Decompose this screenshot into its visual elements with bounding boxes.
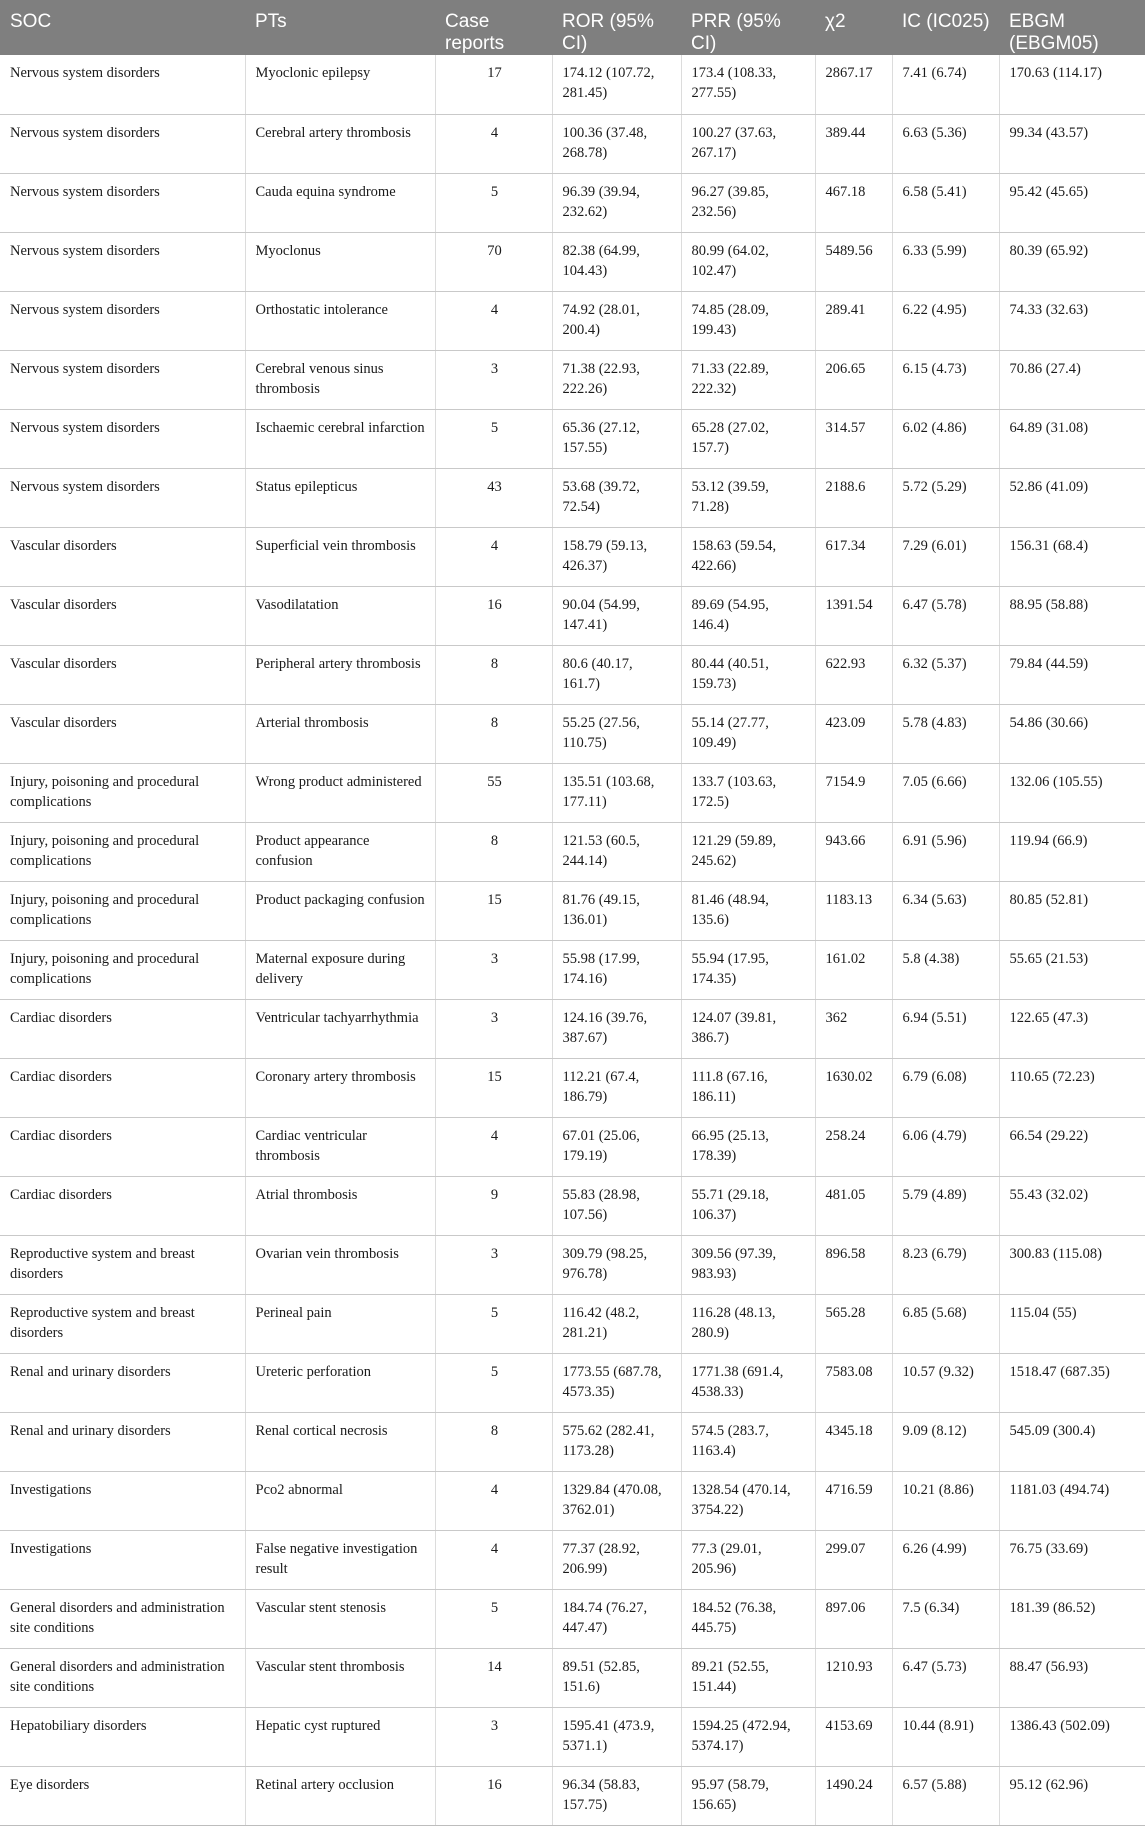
cell-ebgm: 115.04 (55) <box>999 1294 1145 1353</box>
cell-ror: 96.34 (58.83, 157.75) <box>552 1766 681 1825</box>
cell-ic: 5.79 (4.89) <box>892 1176 999 1235</box>
cell-prr: 55.94 (17.95, 174.35) <box>681 940 815 999</box>
cell-pt: Orthostatic intolerance <box>245 291 435 350</box>
cell-pt: Myoclonic epilepsy <box>245 55 435 114</box>
cell-pt: Atrial thrombosis <box>245 1176 435 1235</box>
cell-ebgm: 66.54 (29.22) <box>999 1117 1145 1176</box>
cell-soc: Cardiac disorders <box>0 1117 245 1176</box>
cell-soc: Reproductive system and breast disorders <box>0 1235 245 1294</box>
cell-prr: 124.07 (39.81, 386.7) <box>681 999 815 1058</box>
cell-pt: Vasodilatation <box>245 586 435 645</box>
cell-ic: 6.57 (5.88) <box>892 1766 999 1825</box>
cell-pt: Ventricular tachyarrhythmia <box>245 999 435 1058</box>
cell-ebgm: 1518.47 (687.35) <box>999 1353 1145 1412</box>
cell-prr: 95.97 (58.79, 156.65) <box>681 1766 815 1825</box>
cell-case-reports: 17 <box>435 55 552 114</box>
table-row <box>0 704 1145 763</box>
cell-ebgm: 80.85 (52.81) <box>999 881 1145 940</box>
cell-ic: 6.85 (5.68) <box>892 1294 999 1353</box>
cell-case-reports: 3 <box>435 1235 552 1294</box>
cell-chi2: 5489.56 <box>815 232 892 291</box>
table-row <box>0 1530 1145 1589</box>
cell-chi2: 1630.02 <box>815 1058 892 1117</box>
cell-chi2: 299.07 <box>815 1530 892 1589</box>
cell-ror: 55.25 (27.56, 110.75) <box>552 704 681 763</box>
cell-soc: Nervous system disorders <box>0 114 245 173</box>
cell-ic: 7.5 (6.34) <box>892 1589 999 1648</box>
table-row <box>0 1353 1145 1412</box>
cell-pt: Product packaging confusion <box>245 881 435 940</box>
cell-ror: 80.6 (40.17, 161.7) <box>552 645 681 704</box>
cell-case-reports: 4 <box>435 1471 552 1530</box>
cell-ror: 1773.55 (687.78, 4573.35) <box>552 1353 681 1412</box>
cell-prr: 71.33 (22.89, 222.32) <box>681 350 815 409</box>
cell-ebgm: 76.75 (33.69) <box>999 1530 1145 1589</box>
table-row <box>0 1648 1145 1707</box>
header-soc: SOC <box>0 0 245 55</box>
cell-ror: 81.76 (49.15, 136.01) <box>552 881 681 940</box>
table-row <box>0 114 1145 173</box>
cell-chi2: 943.66 <box>815 822 892 881</box>
cell-ebgm: 55.65 (21.53) <box>999 940 1145 999</box>
table-row <box>0 468 1145 527</box>
cell-pt: Renal cortical necrosis <box>245 1412 435 1471</box>
table-row <box>0 999 1145 1058</box>
cell-case-reports: 8 <box>435 1412 552 1471</box>
cell-chi2: 1391.54 <box>815 586 892 645</box>
cell-case-reports: 4 <box>435 527 552 586</box>
cell-prr: 1594.25 (472.94, 5374.17) <box>681 1707 815 1766</box>
cell-prr: 80.44 (40.51, 159.73) <box>681 645 815 704</box>
cell-ebgm: 64.89 (31.08) <box>999 409 1145 468</box>
cell-chi2: 258.24 <box>815 1117 892 1176</box>
table-row <box>0 881 1145 940</box>
cell-soc: Nervous system disorders <box>0 350 245 409</box>
cell-case-reports: 16 <box>435 1766 552 1825</box>
cell-ic: 7.05 (6.66) <box>892 763 999 822</box>
cell-pt: Cardiac ventricular thrombosis <box>245 1117 435 1176</box>
cell-ic: 5.8 (4.38) <box>892 940 999 999</box>
cell-case-reports: 5 <box>435 1353 552 1412</box>
table-row <box>0 645 1145 704</box>
cell-ic: 6.32 (5.37) <box>892 645 999 704</box>
table-row <box>0 527 1145 586</box>
cell-prr: 81.46 (48.94, 135.6) <box>681 881 815 940</box>
cell-soc: Vascular disorders <box>0 704 245 763</box>
cell-soc: General disorders and administration site conditions <box>0 1648 245 1707</box>
cell-prr: 80.99 (64.02, 102.47) <box>681 232 815 291</box>
cell-ror: 71.38 (22.93, 222.26) <box>552 350 681 409</box>
cell-ebgm: 70.86 (27.4) <box>999 350 1145 409</box>
cell-pt: Ischaemic cerebral infarction <box>245 409 435 468</box>
cell-soc: Cardiac disorders <box>0 999 245 1058</box>
cell-ic: 6.15 (4.73) <box>892 350 999 409</box>
cell-prr: 77.3 (29.01, 205.96) <box>681 1530 815 1589</box>
cell-pt: Ureteric perforation <box>245 1353 435 1412</box>
cell-case-reports: 3 <box>435 940 552 999</box>
cell-soc: Renal and urinary disorders <box>0 1412 245 1471</box>
cell-ror: 55.83 (28.98, 107.56) <box>552 1176 681 1235</box>
cell-case-reports: 70 <box>435 232 552 291</box>
cell-ror: 174.12 (107.72, 281.45) <box>552 55 681 114</box>
cell-ic: 10.57 (9.32) <box>892 1353 999 1412</box>
cell-case-reports: 4 <box>435 1117 552 1176</box>
cell-ic: 6.47 (5.78) <box>892 586 999 645</box>
cell-ebgm: 300.83 (115.08) <box>999 1235 1145 1294</box>
cell-ror: 1595.41 (473.9, 5371.1) <box>552 1707 681 1766</box>
cell-prr: 55.14 (27.77, 109.49) <box>681 704 815 763</box>
cell-prr: 89.21 (52.55, 151.44) <box>681 1648 815 1707</box>
cell-ror: 135.51 (103.68, 177.11) <box>552 763 681 822</box>
cell-ic: 5.72 (5.29) <box>892 468 999 527</box>
cell-case-reports: 16 <box>435 586 552 645</box>
table-row <box>0 409 1145 468</box>
table-row <box>0 1766 1145 1825</box>
table-row <box>0 586 1145 645</box>
cell-ror: 65.36 (27.12, 157.55) <box>552 409 681 468</box>
cell-ic: 6.63 (5.36) <box>892 114 999 173</box>
table-row <box>0 350 1145 409</box>
cell-ic: 6.33 (5.99) <box>892 232 999 291</box>
cell-case-reports: 5 <box>435 173 552 232</box>
cell-pt: Status epilepticus <box>245 468 435 527</box>
cell-ebgm: 88.95 (58.88) <box>999 586 1145 645</box>
cell-prr: 1771.38 (691.4, 4538.33) <box>681 1353 815 1412</box>
cell-soc: Investigations <box>0 1471 245 1530</box>
cell-soc: Nervous system disorders <box>0 173 245 232</box>
cell-pt: Peripheral artery thrombosis <box>245 645 435 704</box>
cell-prr: 184.52 (76.38, 445.75) <box>681 1589 815 1648</box>
cell-prr: 66.95 (25.13, 178.39) <box>681 1117 815 1176</box>
cell-chi2: 897.06 <box>815 1589 892 1648</box>
cell-ic: 5.78 (4.83) <box>892 704 999 763</box>
cell-pt: Wrong product administered <box>245 763 435 822</box>
cell-prr: 309.56 (97.39, 983.93) <box>681 1235 815 1294</box>
cell-ebgm: 170.63 (114.17) <box>999 55 1145 114</box>
header-row <box>0 0 1145 55</box>
cell-soc: General disorders and administration site conditions <box>0 1589 245 1648</box>
cell-soc: Nervous system disorders <box>0 55 245 114</box>
cell-case-reports: 5 <box>435 1294 552 1353</box>
cell-ic: 6.47 (5.73) <box>892 1648 999 1707</box>
cell-ebgm: 95.42 (45.65) <box>999 173 1145 232</box>
table-row <box>0 173 1145 232</box>
cell-chi2: 1490.24 <box>815 1766 892 1825</box>
cell-case-reports: 8 <box>435 645 552 704</box>
cell-pt: Hepatic cyst ruptured <box>245 1707 435 1766</box>
cell-prr: 111.8 (67.16, 186.11) <box>681 1058 815 1117</box>
cell-ror: 77.37 (28.92, 206.99) <box>552 1530 681 1589</box>
cell-chi2: 2188.6 <box>815 468 892 527</box>
table-row <box>0 1294 1145 1353</box>
cell-ror: 89.51 (52.85, 151.6) <box>552 1648 681 1707</box>
header-chi2: χ2 <box>815 0 892 55</box>
cell-chi2: 7154.9 <box>815 763 892 822</box>
cell-chi2: 617.34 <box>815 527 892 586</box>
header-prr: PRR (95% CI) <box>681 0 815 55</box>
cell-prr: 173.4 (108.33, 277.55) <box>681 55 815 114</box>
cell-case-reports: 9 <box>435 1176 552 1235</box>
table-row <box>0 763 1145 822</box>
cell-ic: 6.79 (6.08) <box>892 1058 999 1117</box>
cell-chi2: 7583.08 <box>815 1353 892 1412</box>
cell-ror: 575.62 (282.41, 1173.28) <box>552 1412 681 1471</box>
cell-ror: 124.16 (39.76, 387.67) <box>552 999 681 1058</box>
cell-ebgm: 1181.03 (494.74) <box>999 1471 1145 1530</box>
cell-prr: 65.28 (27.02, 157.7) <box>681 409 815 468</box>
cell-case-reports: 5 <box>435 409 552 468</box>
table-row <box>0 1117 1145 1176</box>
cell-ebgm: 132.06 (105.55) <box>999 763 1145 822</box>
cell-pt: Cerebral venous sinus thrombosis <box>245 350 435 409</box>
table-row <box>0 1589 1145 1648</box>
cell-ic: 6.94 (5.51) <box>892 999 999 1058</box>
cell-soc: Nervous system disorders <box>0 291 245 350</box>
table-row <box>0 232 1145 291</box>
cell-ror: 158.79 (59.13, 426.37) <box>552 527 681 586</box>
cell-ror: 53.68 (39.72, 72.54) <box>552 468 681 527</box>
cell-ic: 7.41 (6.74) <box>892 55 999 114</box>
cell-soc: Reproductive system and breast disorders <box>0 1294 245 1353</box>
cell-prr: 121.29 (59.89, 245.62) <box>681 822 815 881</box>
cell-pt: Maternal exposure during delivery <box>245 940 435 999</box>
cell-ror: 55.98 (17.99, 174.16) <box>552 940 681 999</box>
cell-prr: 116.28 (48.13, 280.9) <box>681 1294 815 1353</box>
cell-ror: 100.36 (37.48, 268.78) <box>552 114 681 173</box>
table-row <box>0 1707 1145 1766</box>
cell-pt: Cauda equina syndrome <box>245 173 435 232</box>
cell-soc: Vascular disorders <box>0 645 245 704</box>
cell-prr: 158.63 (59.54, 422.66) <box>681 527 815 586</box>
cell-pt: Retinal artery occlusion <box>245 1766 435 1825</box>
cell-soc: Cardiac disorders <box>0 1058 245 1117</box>
cell-case-reports: 8 <box>435 822 552 881</box>
cell-ror: 121.53 (60.5, 244.14) <box>552 822 681 881</box>
cell-case-reports: 15 <box>435 881 552 940</box>
cell-ic: 6.22 (4.95) <box>892 291 999 350</box>
cell-case-reports: 43 <box>435 468 552 527</box>
cell-ic: 6.02 (4.86) <box>892 409 999 468</box>
cell-chi2: 4345.18 <box>815 1412 892 1471</box>
table-row <box>0 55 1145 114</box>
cell-chi2: 206.65 <box>815 350 892 409</box>
cell-prr: 96.27 (39.85, 232.56) <box>681 173 815 232</box>
cell-ic: 10.44 (8.91) <box>892 1707 999 1766</box>
cell-ic: 6.26 (4.99) <box>892 1530 999 1589</box>
cell-pt: Cerebral artery thrombosis <box>245 114 435 173</box>
cell-ror: 309.79 (98.25, 976.78) <box>552 1235 681 1294</box>
cell-case-reports: 4 <box>435 1530 552 1589</box>
cell-ic: 7.29 (6.01) <box>892 527 999 586</box>
cell-case-reports: 8 <box>435 704 552 763</box>
cell-ebgm: 156.31 (68.4) <box>999 527 1145 586</box>
cell-pt: Perineal pain <box>245 1294 435 1353</box>
cell-ic: 8.23 (6.79) <box>892 1235 999 1294</box>
table-body <box>0 55 1145 1825</box>
cell-soc: Eye disorders <box>0 1766 245 1825</box>
cell-ror: 1329.84 (470.08, 3762.01) <box>552 1471 681 1530</box>
cell-soc: Nervous system disorders <box>0 232 245 291</box>
cell-chi2: 467.18 <box>815 173 892 232</box>
cell-ebgm: 55.43 (32.02) <box>999 1176 1145 1235</box>
cell-chi2: 289.41 <box>815 291 892 350</box>
cell-ic: 10.21 (8.86) <box>892 1471 999 1530</box>
cell-ebgm: 545.09 (300.4) <box>999 1412 1145 1471</box>
cell-pt: Product appearance confusion <box>245 822 435 881</box>
cell-chi2: 4716.59 <box>815 1471 892 1530</box>
cell-soc: Renal and urinary disorders <box>0 1353 245 1412</box>
cell-chi2: 481.05 <box>815 1176 892 1235</box>
cell-soc: Nervous system disorders <box>0 409 245 468</box>
cell-soc: Vascular disorders <box>0 586 245 645</box>
cell-chi2: 2867.17 <box>815 55 892 114</box>
cell-ebgm: 74.33 (32.63) <box>999 291 1145 350</box>
cell-pt: Coronary artery thrombosis <box>245 1058 435 1117</box>
table-row <box>0 1471 1145 1530</box>
cell-chi2: 565.28 <box>815 1294 892 1353</box>
cell-ebgm: 119.94 (66.9) <box>999 822 1145 881</box>
cell-case-reports: 3 <box>435 999 552 1058</box>
cell-prr: 100.27 (37.63, 267.17) <box>681 114 815 173</box>
cell-ebgm: 79.84 (44.59) <box>999 645 1145 704</box>
cell-pt: Ovarian vein thrombosis <box>245 1235 435 1294</box>
cell-chi2: 389.44 <box>815 114 892 173</box>
cell-ic: 6.91 (5.96) <box>892 822 999 881</box>
table-row <box>0 1235 1145 1294</box>
table-row <box>0 291 1145 350</box>
cell-prr: 574.5 (283.7, 1163.4) <box>681 1412 815 1471</box>
cell-prr: 53.12 (39.59, 71.28) <box>681 468 815 527</box>
cell-prr: 1328.54 (470.14, 3754.22) <box>681 1471 815 1530</box>
cell-pt: False negative investigation result <box>245 1530 435 1589</box>
cell-ror: 67.01 (25.06, 179.19) <box>552 1117 681 1176</box>
cell-pt: Vascular stent thrombosis <box>245 1648 435 1707</box>
cell-ror: 82.38 (64.99, 104.43) <box>552 232 681 291</box>
cell-pt: Superficial vein thrombosis <box>245 527 435 586</box>
cell-ebgm: 95.12 (62.96) <box>999 1766 1145 1825</box>
cell-ebgm: 54.86 (30.66) <box>999 704 1145 763</box>
cell-ic: 6.58 (5.41) <box>892 173 999 232</box>
cell-ror: 90.04 (54.99, 147.41) <box>552 586 681 645</box>
cell-chi2: 1183.13 <box>815 881 892 940</box>
cell-chi2: 1210.93 <box>815 1648 892 1707</box>
cell-ebgm: 181.39 (86.52) <box>999 1589 1145 1648</box>
cell-ror: 74.92 (28.01, 200.4) <box>552 291 681 350</box>
header-ror: ROR (95% CI) <box>552 0 681 55</box>
cell-pt: Myoclonus <box>245 232 435 291</box>
cell-chi2: 896.58 <box>815 1235 892 1294</box>
table-row <box>0 1176 1145 1235</box>
cell-ebgm: 88.47 (56.93) <box>999 1648 1145 1707</box>
cell-case-reports: 55 <box>435 763 552 822</box>
table-row <box>0 822 1145 881</box>
cell-chi2: 622.93 <box>815 645 892 704</box>
cell-chi2: 423.09 <box>815 704 892 763</box>
cell-chi2: 362 <box>815 999 892 1058</box>
cell-case-reports: 3 <box>435 350 552 409</box>
cell-soc: Cardiac disorders <box>0 1176 245 1235</box>
table-row <box>0 1058 1145 1117</box>
cell-ror: 116.42 (48.2, 281.21) <box>552 1294 681 1353</box>
cell-case-reports: 15 <box>435 1058 552 1117</box>
cell-chi2: 314.57 <box>815 409 892 468</box>
cell-pt: Arterial thrombosis <box>245 704 435 763</box>
cell-soc: Investigations <box>0 1530 245 1589</box>
cell-soc: Vascular disorders <box>0 527 245 586</box>
cell-ebgm: 99.34 (43.57) <box>999 114 1145 173</box>
cell-prr: 55.71 (29.18, 106.37) <box>681 1176 815 1235</box>
cell-ic: 6.06 (4.79) <box>892 1117 999 1176</box>
header-case-reports: Case reports <box>435 0 552 55</box>
cell-chi2: 161.02 <box>815 940 892 999</box>
cell-soc: Injury, poisoning and procedural complications <box>0 822 245 881</box>
header-ebgm: EBGM (EBGM05) <box>999 0 1145 55</box>
cell-case-reports: 4 <box>435 114 552 173</box>
cell-pt: Vascular stent stenosis <box>245 1589 435 1648</box>
cell-ebgm: 110.65 (72.23) <box>999 1058 1145 1117</box>
cell-chi2: 4153.69 <box>815 1707 892 1766</box>
cell-ror: 96.39 (39.94, 232.62) <box>552 173 681 232</box>
cell-prr: 89.69 (54.95, 146.4) <box>681 586 815 645</box>
table-row <box>0 1412 1145 1471</box>
cell-ic: 6.34 (5.63) <box>892 881 999 940</box>
cell-ic: 9.09 (8.12) <box>892 1412 999 1471</box>
cell-case-reports: 4 <box>435 291 552 350</box>
cell-pt: Pco2 abnormal <box>245 1471 435 1530</box>
cell-prr: 133.7 (103.63, 172.5) <box>681 763 815 822</box>
cell-soc: Injury, poisoning and procedural complications <box>0 881 245 940</box>
cell-case-reports: 3 <box>435 1707 552 1766</box>
cell-soc: Hepatobiliary disorders <box>0 1707 245 1766</box>
cell-ebgm: 80.39 (65.92) <box>999 232 1145 291</box>
table-row <box>0 940 1145 999</box>
cell-soc: Injury, poisoning and procedural complications <box>0 940 245 999</box>
cell-case-reports: 5 <box>435 1589 552 1648</box>
cell-ror: 184.74 (76.27, 447.47) <box>552 1589 681 1648</box>
cell-ebgm: 52.86 (41.09) <box>999 468 1145 527</box>
cell-soc: Nervous system disorders <box>0 468 245 527</box>
cell-ebgm: 122.65 (47.3) <box>999 999 1145 1058</box>
cell-prr: 74.85 (28.09, 199.43) <box>681 291 815 350</box>
cell-ror: 112.21 (67.4, 186.79) <box>552 1058 681 1117</box>
header-ic: IC (IC025) <box>892 0 999 55</box>
header-pts: PTs <box>245 0 435 55</box>
cell-ebgm: 1386.43 (502.09) <box>999 1707 1145 1766</box>
cell-soc: Injury, poisoning and procedural complications <box>0 763 245 822</box>
cell-case-reports: 14 <box>435 1648 552 1707</box>
